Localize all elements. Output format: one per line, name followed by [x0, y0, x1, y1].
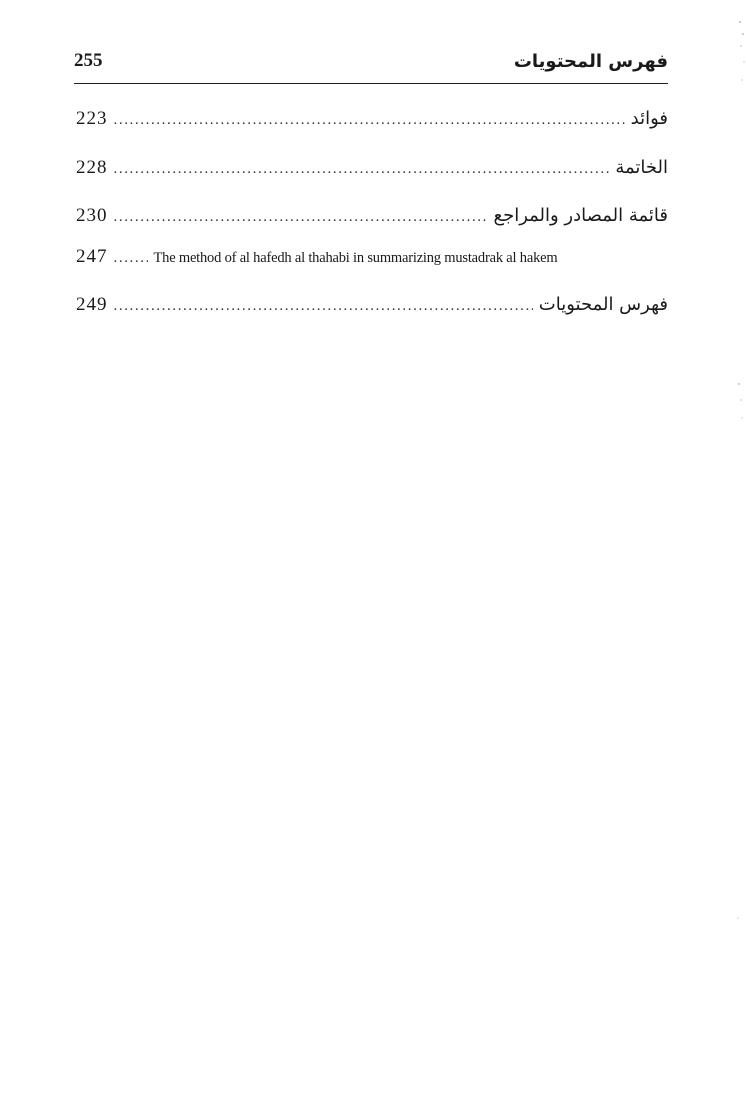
toc-title: The method of al hafedh al thahabi in summarizing mustadrak al hakem	[153, 250, 558, 266]
toc-title: قائمة المصادر والمراجع	[493, 205, 668, 226]
running-title: فهرس المحتويات	[513, 50, 668, 72]
page-number: 255	[74, 50, 103, 71]
dot-leader	[114, 298, 533, 315]
dot-leader	[114, 112, 625, 129]
toc-title: فهرس المحتويات	[538, 294, 668, 315]
header-rule	[74, 83, 668, 84]
toc-entry	[76, 108, 668, 130]
toc-entry	[76, 294, 668, 316]
page-header	[74, 46, 668, 76]
toc-page-number: 223	[76, 108, 108, 129]
toc-title: الخاتمة	[615, 157, 668, 178]
toc-title: فوائد	[630, 108, 668, 129]
toc-entry	[76, 205, 668, 227]
toc-page-number: 249	[76, 294, 108, 315]
toc-page-number: 247	[76, 246, 108, 267]
dot-leader	[114, 250, 148, 267]
toc-entry	[76, 246, 668, 268]
scan-specks	[732, 0, 746, 1094]
toc-page-number: 228	[76, 157, 108, 178]
toc-page-number: 230	[76, 205, 108, 226]
dot-leader	[114, 209, 488, 226]
toc-entry	[76, 157, 668, 179]
dot-leader	[114, 161, 610, 178]
